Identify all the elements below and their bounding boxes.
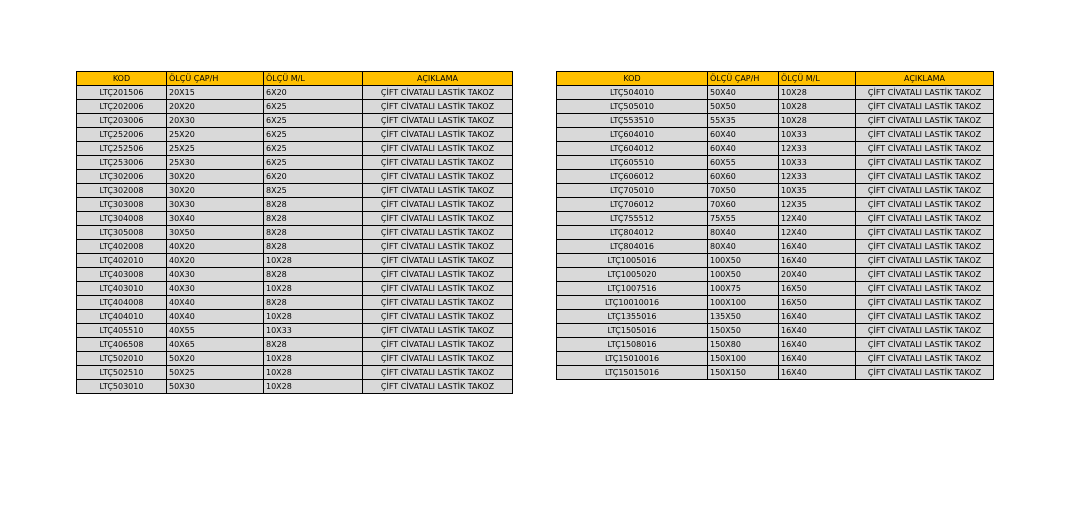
cell-kod: LTÇ1355016 <box>557 310 708 324</box>
header-olcu-cap-h: ÖLÇÜ ÇAP/H <box>167 72 264 86</box>
cell-olcu-cap-h: 50X25 <box>167 366 264 380</box>
cell-olcu-cap-h: 100X100 <box>708 296 779 310</box>
cell-aciklama: ÇİFT CİVATALI LASTİK TAKOZ <box>363 212 513 226</box>
cell-aciklama: ÇİFT CİVATALI LASTİK TAKOZ <box>363 282 513 296</box>
table-row <box>77 240 513 254</box>
cell-aciklama: ÇİFT CİVATALI LASTİK TAKOZ <box>856 156 994 170</box>
cell-kod: LTÇ203006 <box>77 114 167 128</box>
cell-olcu-cap-h: 25X25 <box>167 142 264 156</box>
cell-olcu-m-l: 16X40 <box>779 352 856 366</box>
cell-olcu-cap-h: 50X50 <box>708 100 779 114</box>
table-row <box>77 128 513 142</box>
cell-kod: LTÇ606012 <box>557 170 708 184</box>
cell-kod: LTÇ504010 <box>557 86 708 100</box>
cell-aciklama: ÇİFT CİVATALI LASTİK TAKOZ <box>856 100 994 114</box>
cell-olcu-m-l: 8X28 <box>264 212 363 226</box>
cell-kod: LTÇ1505016 <box>557 324 708 338</box>
cell-olcu-cap-h: 60X40 <box>708 128 779 142</box>
header-aciklama: AÇIKLAMA <box>363 72 513 86</box>
cell-aciklama: ÇİFT CİVATALI LASTİK TAKOZ <box>856 170 994 184</box>
cell-olcu-cap-h: 25X30 <box>167 156 264 170</box>
table-header-row <box>77 72 513 86</box>
cell-olcu-cap-h: 30X20 <box>167 184 264 198</box>
cell-aciklama: ÇİFT CİVATALI LASTİK TAKOZ <box>363 114 513 128</box>
header-olcu-m-l: ÖLÇÜ M/L <box>264 72 363 86</box>
cell-aciklama: ÇİFT CİVATALI LASTİK TAKOZ <box>856 198 994 212</box>
cell-olcu-cap-h: 100X50 <box>708 268 779 282</box>
cell-kod: LTÇ302006 <box>77 170 167 184</box>
cell-aciklama: ÇİFT CİVATALI LASTİK TAKOZ <box>856 338 994 352</box>
cell-aciklama: ÇİFT CİVATALI LASTİK TAKOZ <box>856 268 994 282</box>
table-row <box>77 226 513 240</box>
table-row <box>557 268 994 282</box>
cell-olcu-m-l: 16X50 <box>779 296 856 310</box>
cell-olcu-cap-h: 135X50 <box>708 310 779 324</box>
cell-olcu-m-l: 8X28 <box>264 226 363 240</box>
cell-kod: LTÇ502510 <box>77 366 167 380</box>
table-row <box>77 352 513 366</box>
cell-olcu-m-l: 6X25 <box>264 114 363 128</box>
cell-olcu-cap-h: 150X80 <box>708 338 779 352</box>
table-row <box>77 380 513 394</box>
table-row <box>557 254 994 268</box>
cell-kod: LTÇ502010 <box>77 352 167 366</box>
cell-olcu-cap-h: 30X40 <box>167 212 264 226</box>
cell-olcu-m-l: 8X28 <box>264 338 363 352</box>
cell-aciklama: ÇİFT CİVATALI LASTİK TAKOZ <box>363 184 513 198</box>
cell-kod: LTÇ1508016 <box>557 338 708 352</box>
cell-kod: LTÇ604012 <box>557 142 708 156</box>
table-row <box>557 366 994 380</box>
cell-aciklama: ÇİFT CİVATALI LASTİK TAKOZ <box>363 142 513 156</box>
cell-olcu-m-l: 6X20 <box>264 86 363 100</box>
cell-aciklama: ÇİFT CİVATALI LASTİK TAKOZ <box>363 296 513 310</box>
cell-aciklama: ÇİFT CİVATALI LASTİK TAKOZ <box>363 366 513 380</box>
cell-olcu-m-l: 16X40 <box>779 240 856 254</box>
cell-olcu-m-l: 12X33 <box>779 170 856 184</box>
cell-olcu-cap-h: 30X50 <box>167 226 264 240</box>
cell-olcu-m-l: 8X28 <box>264 296 363 310</box>
cell-kod: LTÇ405510 <box>77 324 167 338</box>
cell-olcu-cap-h: 30X30 <box>167 198 264 212</box>
cell-kod: LTÇ804012 <box>557 226 708 240</box>
cell-kod: LTÇ1005020 <box>557 268 708 282</box>
cell-olcu-cap-h: 50X20 <box>167 352 264 366</box>
table-row <box>557 212 994 226</box>
table-row <box>557 310 994 324</box>
cell-olcu-m-l: 16X40 <box>779 366 856 380</box>
table-row <box>557 114 994 128</box>
cell-aciklama: ÇİFT CİVATALI LASTİK TAKOZ <box>363 240 513 254</box>
cell-olcu-cap-h: 40X40 <box>167 310 264 324</box>
cell-aciklama: ÇİFT CİVATALI LASTİK TAKOZ <box>856 310 994 324</box>
cell-olcu-cap-h: 75X55 <box>708 212 779 226</box>
cell-kod: LTÇ304008 <box>77 212 167 226</box>
cell-olcu-m-l: 20X40 <box>779 268 856 282</box>
cell-olcu-cap-h: 40X20 <box>167 254 264 268</box>
cell-aciklama: ÇİFT CİVATALI LASTİK TAKOZ <box>856 142 994 156</box>
cell-olcu-m-l: 6X25 <box>264 142 363 156</box>
table-row <box>557 184 994 198</box>
cell-olcu-m-l: 10X28 <box>264 380 363 394</box>
cell-kod: LTÇ15015016 <box>557 366 708 380</box>
header-aciklama: AÇIKLAMA <box>856 72 994 86</box>
table-row <box>557 296 994 310</box>
table-row <box>77 296 513 310</box>
cell-kod: LTÇ303008 <box>77 198 167 212</box>
cell-kod: LTÇ706012 <box>557 198 708 212</box>
cell-aciklama: ÇİFT CİVATALI LASTİK TAKOZ <box>856 366 994 380</box>
cell-olcu-m-l: 16X40 <box>779 324 856 338</box>
cell-kod: LTÇ705010 <box>557 184 708 198</box>
cell-olcu-cap-h: 80X40 <box>708 226 779 240</box>
table-row <box>77 100 513 114</box>
cell-aciklama: ÇİFT CİVATALI LASTİK TAKOZ <box>363 380 513 394</box>
cell-olcu-cap-h: 70X50 <box>708 184 779 198</box>
table-row <box>77 142 513 156</box>
cell-olcu-cap-h: 60X60 <box>708 170 779 184</box>
table-body-right <box>557 86 994 380</box>
header-kod: KOD <box>557 72 708 86</box>
cell-olcu-m-l: 10X33 <box>779 128 856 142</box>
cell-kod: LTÇ402008 <box>77 240 167 254</box>
cell-olcu-m-l: 8X25 <box>264 184 363 198</box>
table-row <box>77 366 513 380</box>
cell-aciklama: ÇİFT CİVATALI LASTİK TAKOZ <box>363 100 513 114</box>
header-olcu-cap-h: ÖLÇÜ ÇAP/H <box>708 72 779 86</box>
table-row <box>557 282 994 296</box>
cell-aciklama: ÇİFT CİVATALI LASTİK TAKOZ <box>856 226 994 240</box>
cell-aciklama: ÇİFT CİVATALI LASTİK TAKOZ <box>363 352 513 366</box>
table-row <box>77 86 513 100</box>
table-row <box>557 128 994 142</box>
cell-kod: LTÇ1005016 <box>557 254 708 268</box>
table-row <box>557 86 994 100</box>
cell-olcu-cap-h: 150X50 <box>708 324 779 338</box>
cell-kod: LTÇ201506 <box>77 86 167 100</box>
table-row <box>557 352 994 366</box>
cell-olcu-m-l: 6X25 <box>264 156 363 170</box>
cell-kod: LTÇ252506 <box>77 142 167 156</box>
table-body-left <box>77 86 513 394</box>
cell-kod: LTÇ505010 <box>557 100 708 114</box>
table-row <box>77 268 513 282</box>
header-kod: KOD <box>77 72 167 86</box>
cell-aciklama: ÇİFT CİVATALI LASTİK TAKOZ <box>856 240 994 254</box>
table-row <box>557 170 994 184</box>
cell-kod: LTÇ553510 <box>557 114 708 128</box>
cell-kod: LTÇ1007516 <box>557 282 708 296</box>
cell-olcu-m-l: 10X28 <box>264 366 363 380</box>
product-table-right <box>556 71 994 380</box>
cell-olcu-cap-h: 40X55 <box>167 324 264 338</box>
cell-aciklama: ÇİFT CİVATALI LASTİK TAKOZ <box>363 198 513 212</box>
cell-olcu-m-l: 8X28 <box>264 198 363 212</box>
cell-olcu-cap-h: 40X20 <box>167 240 264 254</box>
cell-olcu-cap-h: 30X20 <box>167 170 264 184</box>
cell-olcu-m-l: 12X33 <box>779 142 856 156</box>
table-row <box>77 254 513 268</box>
cell-kod: LTÇ404008 <box>77 296 167 310</box>
cell-olcu-m-l: 10X28 <box>779 114 856 128</box>
table-row <box>557 156 994 170</box>
table-row <box>557 142 994 156</box>
table-row <box>77 198 513 212</box>
cell-olcu-m-l: 10X33 <box>264 324 363 338</box>
cell-aciklama: ÇİFT CİVATALI LASTİK TAKOZ <box>856 184 994 198</box>
cell-olcu-cap-h: 60X55 <box>708 156 779 170</box>
cell-kod: LTÇ755512 <box>557 212 708 226</box>
cell-olcu-m-l: 12X40 <box>779 226 856 240</box>
cell-aciklama: ÇİFT CİVATALI LASTİK TAKOZ <box>363 338 513 352</box>
table-row <box>77 212 513 226</box>
cell-olcu-cap-h: 50X40 <box>708 86 779 100</box>
cell-aciklama: ÇİFT CİVATALI LASTİK TAKOZ <box>363 268 513 282</box>
table-row <box>77 282 513 296</box>
table-row <box>77 170 513 184</box>
table-row <box>77 310 513 324</box>
table-row <box>77 324 513 338</box>
cell-aciklama: ÇİFT CİVATALI LASTİK TAKOZ <box>856 86 994 100</box>
cell-aciklama: ÇİFT CİVATALI LASTİK TAKOZ <box>363 156 513 170</box>
cell-kod: LTÇ305008 <box>77 226 167 240</box>
cell-olcu-cap-h: 70X60 <box>708 198 779 212</box>
cell-olcu-m-l: 10X28 <box>264 282 363 296</box>
table-row <box>77 338 513 352</box>
cell-olcu-m-l: 16X50 <box>779 282 856 296</box>
cell-olcu-m-l: 10X28 <box>264 310 363 324</box>
cell-aciklama: ÇİFT CİVATALI LASTİK TAKOZ <box>363 324 513 338</box>
cell-kod: LTÇ302008 <box>77 184 167 198</box>
cell-olcu-m-l: 16X40 <box>779 254 856 268</box>
table-row <box>557 226 994 240</box>
cell-olcu-cap-h: 60X40 <box>708 142 779 156</box>
cell-kod: LTÇ604010 <box>557 128 708 142</box>
cell-aciklama: ÇİFT CİVATALI LASTİK TAKOZ <box>856 212 994 226</box>
cell-olcu-cap-h: 25X20 <box>167 128 264 142</box>
table-row <box>557 338 994 352</box>
cell-aciklama: ÇİFT CİVATALI LASTİK TAKOZ <box>363 226 513 240</box>
cell-kod: LTÇ605510 <box>557 156 708 170</box>
cell-kod: LTÇ503010 <box>77 380 167 394</box>
cell-olcu-cap-h: 20X15 <box>167 86 264 100</box>
cell-aciklama: ÇİFT CİVATALI LASTİK TAKOZ <box>363 310 513 324</box>
cell-aciklama: ÇİFT CİVATALI LASTİK TAKOZ <box>856 254 994 268</box>
cell-olcu-m-l: 12X40 <box>779 212 856 226</box>
cell-olcu-m-l: 10X33 <box>779 156 856 170</box>
cell-olcu-m-l: 6X25 <box>264 100 363 114</box>
cell-olcu-cap-h: 40X40 <box>167 296 264 310</box>
table-header-row <box>557 72 994 86</box>
cell-aciklama: ÇİFT CİVATALI LASTİK TAKOZ <box>856 128 994 142</box>
cell-olcu-m-l: 8X28 <box>264 240 363 254</box>
table-row <box>77 114 513 128</box>
cell-olcu-cap-h: 150X100 <box>708 352 779 366</box>
cell-olcu-m-l: 8X28 <box>264 268 363 282</box>
cell-olcu-m-l: 16X40 <box>779 338 856 352</box>
cell-olcu-m-l: 16X40 <box>779 310 856 324</box>
cell-kod: LTÇ403008 <box>77 268 167 282</box>
cell-aciklama: ÇİFT CİVATALI LASTİK TAKOZ <box>856 282 994 296</box>
cell-aciklama: ÇİFT CİVATALI LASTİK TAKOZ <box>363 170 513 184</box>
cell-aciklama: ÇİFT CİVATALI LASTİK TAKOZ <box>856 296 994 310</box>
cell-kod: LTÇ202006 <box>77 100 167 114</box>
cell-kod: LTÇ10010016 <box>557 296 708 310</box>
cell-olcu-m-l: 6X25 <box>264 128 363 142</box>
cell-olcu-m-l: 10X28 <box>264 352 363 366</box>
cell-olcu-cap-h: 100X50 <box>708 254 779 268</box>
table-row <box>557 100 994 114</box>
cell-olcu-m-l: 12X35 <box>779 198 856 212</box>
cell-olcu-cap-h: 40X65 <box>167 338 264 352</box>
cell-kod: LTÇ404010 <box>77 310 167 324</box>
cell-olcu-cap-h: 100X75 <box>708 282 779 296</box>
cell-aciklama: ÇİFT CİVATALI LASTİK TAKOZ <box>363 128 513 142</box>
cell-aciklama: ÇİFT CİVATALI LASTİK TAKOZ <box>363 254 513 268</box>
cell-kod: LTÇ403010 <box>77 282 167 296</box>
cell-olcu-m-l: 10X28 <box>779 100 856 114</box>
cell-kod: LTÇ15010016 <box>557 352 708 366</box>
cell-olcu-cap-h: 50X30 <box>167 380 264 394</box>
table-row <box>557 240 994 254</box>
product-table-left <box>76 71 513 394</box>
cell-olcu-m-l: 10X35 <box>779 184 856 198</box>
cell-kod: LTÇ402010 <box>77 254 167 268</box>
cell-olcu-cap-h: 40X30 <box>167 282 264 296</box>
cell-olcu-m-l: 10X28 <box>779 86 856 100</box>
cell-olcu-m-l: 10X28 <box>264 254 363 268</box>
cell-olcu-cap-h: 80X40 <box>708 240 779 254</box>
cell-kod: LTÇ252006 <box>77 128 167 142</box>
cell-olcu-m-l: 6X20 <box>264 170 363 184</box>
table-row <box>77 156 513 170</box>
cell-aciklama: ÇİFT CİVATALI LASTİK TAKOZ <box>856 114 994 128</box>
cell-olcu-cap-h: 20X30 <box>167 114 264 128</box>
cell-olcu-cap-h: 150X150 <box>708 366 779 380</box>
table-row <box>557 324 994 338</box>
cell-kod: LTÇ804016 <box>557 240 708 254</box>
cell-olcu-cap-h: 55X35 <box>708 114 779 128</box>
table-row <box>557 198 994 212</box>
table-row <box>77 184 513 198</box>
cell-olcu-cap-h: 20X20 <box>167 100 264 114</box>
cell-aciklama: ÇİFT CİVATALI LASTİK TAKOZ <box>856 324 994 338</box>
cell-kod: LTÇ253006 <box>77 156 167 170</box>
cell-aciklama: ÇİFT CİVATALI LASTİK TAKOZ <box>363 86 513 100</box>
cell-kod: LTÇ406508 <box>77 338 167 352</box>
cell-aciklama: ÇİFT CİVATALI LASTİK TAKOZ <box>856 352 994 366</box>
cell-olcu-cap-h: 40X30 <box>167 268 264 282</box>
header-olcu-m-l: ÖLÇÜ M/L <box>779 72 856 86</box>
